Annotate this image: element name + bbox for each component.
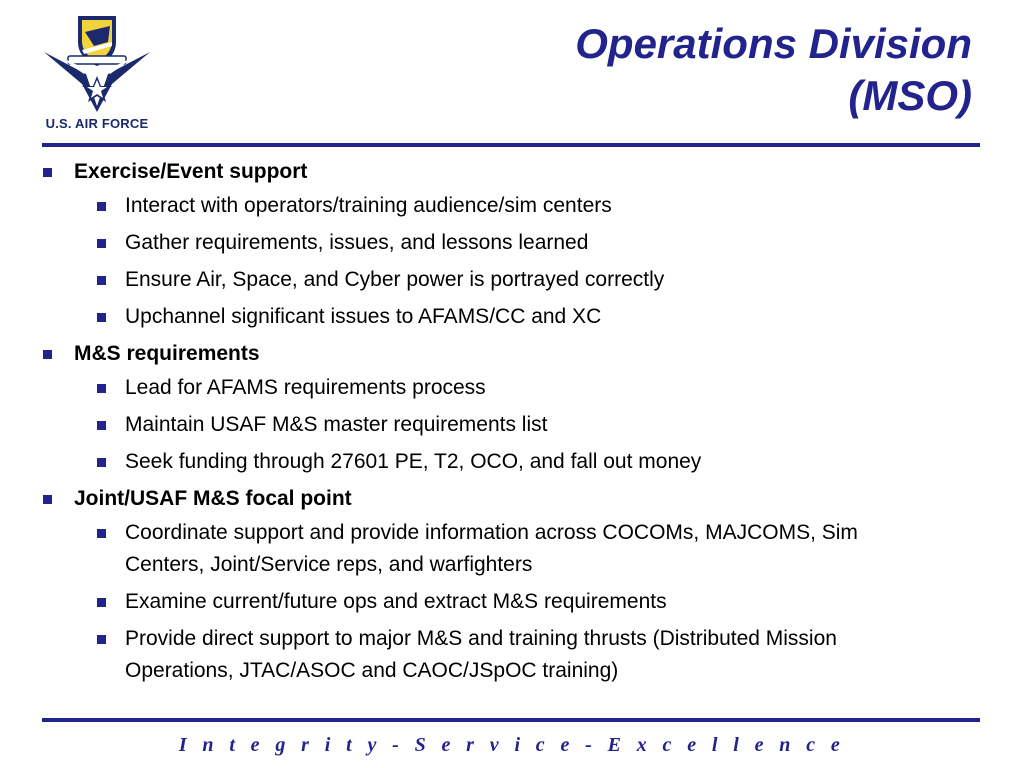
list-item-text: Seek funding through 27601 PE, T2, OCO, and fall out money: [125, 450, 702, 473]
square-bullet-icon: [97, 384, 106, 393]
list-item: [40, 586, 940, 618]
list-item-text: Interact with operators/training audience/sim centers: [125, 194, 612, 217]
air-force-logo: [38, 12, 156, 134]
square-bullet-icon: [97, 458, 106, 467]
title-divider: [42, 143, 980, 147]
square-bullet-icon: [97, 635, 106, 644]
list-item-text: Ensure Air, Space, and Cyber power is portrayed correctly: [125, 268, 665, 291]
list-item: [40, 190, 940, 222]
footer-divider: [42, 718, 980, 722]
section-heading-text: Joint/USAF M&S focal point: [74, 487, 352, 510]
square-bullet-icon: [43, 168, 52, 177]
section-heading: [40, 486, 940, 512]
list-item: [40, 409, 940, 441]
list-item-text: Coordinate support and provide information across COCOMs, MAJCOMS, Sim Centers, Joint/Service reps, and warfighters: [125, 521, 858, 576]
section-heading: [40, 159, 940, 185]
list-item-text: Provide direct support to major M&S and training thrusts (Distributed Mission Operations, JTAC/ASOC and CAOC/JSpOC training): [125, 627, 837, 682]
wing-shield-icon: [68, 16, 126, 66]
list-item: [40, 227, 940, 259]
list-item-text: Examine current/future ops and extract M&S requirements: [125, 590, 667, 613]
page-title-line-2: (MSO): [848, 72, 972, 119]
square-bullet-icon: [97, 202, 106, 211]
slide-content: [40, 155, 940, 687]
page-title: [575, 18, 972, 122]
section-heading-text: Exercise/Event support: [74, 160, 308, 183]
square-bullet-icon: [43, 495, 52, 504]
list-item: [40, 623, 940, 687]
square-bullet-icon: [97, 529, 106, 538]
square-bullet-icon: [97, 598, 106, 607]
list-item: [40, 517, 940, 581]
list-item-text: Lead for AFAMS requirements process: [125, 376, 486, 399]
square-bullet-icon: [97, 276, 106, 285]
section-heading: [40, 341, 940, 367]
air-force-logo-label: U.S. AIR FORCE: [45, 116, 149, 131]
list-item: [40, 264, 940, 296]
list-item-text: Maintain USAF M&S master requirements list: [125, 413, 548, 436]
section-heading-text: M&S requirements: [74, 342, 260, 365]
footer-motto: I n t e g r i t y - S e r v i c e - E x c e l l e n c e: [178, 734, 846, 756]
air-force-symbol-icon: [38, 12, 156, 116]
square-bullet-icon: [97, 313, 106, 322]
page-title-line-1: Operations Division: [575, 20, 972, 67]
square-bullet-icon: [97, 239, 106, 248]
list-item-text: Upchannel significant issues to AFAMS/CC and XC: [125, 305, 602, 328]
square-bullet-icon: [43, 350, 52, 359]
square-bullet-icon: [97, 421, 106, 430]
list-item-text: Gather requirements, issues, and lessons learned: [125, 231, 589, 254]
list-item: [40, 372, 940, 404]
list-item: [40, 301, 940, 333]
list-item: [40, 446, 940, 478]
